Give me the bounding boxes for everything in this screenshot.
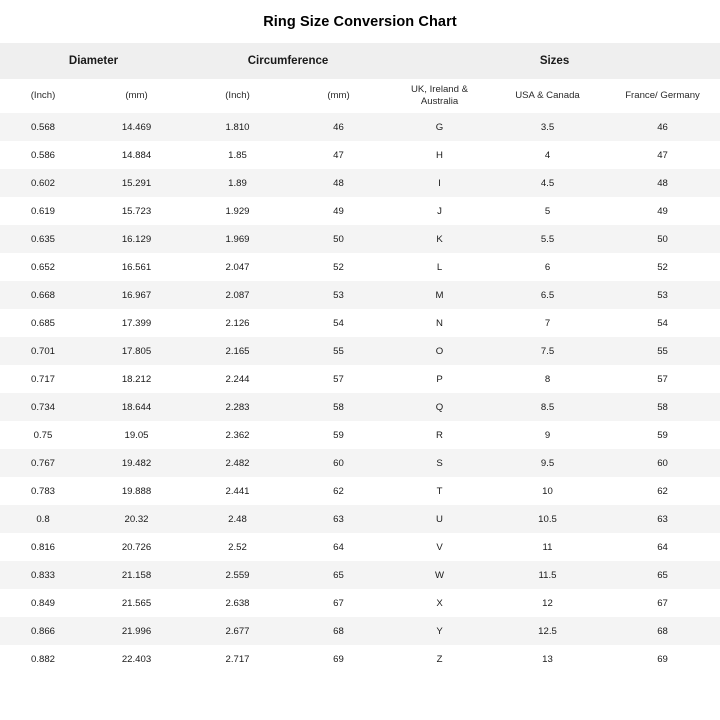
table-row — [0, 561, 720, 589]
table-cell: 0.701 — [0, 337, 86, 365]
table-cell: 14.469 — [86, 113, 187, 141]
table-cell: 19.888 — [86, 477, 187, 505]
table-cell: 2.087 — [187, 281, 288, 309]
column-header-diameter-mm: (mm) — [86, 79, 187, 113]
table-cell: H — [389, 141, 490, 169]
table-cell: G — [389, 113, 490, 141]
table-cell: 19.05 — [86, 421, 187, 449]
table-cell: 15.723 — [86, 197, 187, 225]
table-cell: 2.283 — [187, 393, 288, 421]
table-cell: 0.767 — [0, 449, 86, 477]
table-cell: 9 — [490, 421, 605, 449]
table-cell: J — [389, 197, 490, 225]
table-cell: 21.158 — [86, 561, 187, 589]
table-cell: 1.929 — [187, 197, 288, 225]
table-row — [0, 449, 720, 477]
table-cell: 0.652 — [0, 253, 86, 281]
table-cell: 69 — [288, 645, 389, 673]
page-title: Ring Size Conversion Chart — [263, 14, 457, 30]
table-cell: 0.668 — [0, 281, 86, 309]
table-cell: T — [389, 477, 490, 505]
table-cell: 19.482 — [86, 449, 187, 477]
table-cell: 18.644 — [86, 393, 187, 421]
table-cell: 2.717 — [187, 645, 288, 673]
table-cell: O — [389, 337, 490, 365]
table-cell: 46 — [605, 113, 720, 141]
table-row — [0, 337, 720, 365]
group-header-circumference: Circumference — [187, 43, 389, 79]
table-cell: 62 — [605, 477, 720, 505]
table-cell: 11.5 — [490, 561, 605, 589]
table-cell: 67 — [288, 589, 389, 617]
table-cell: 20.726 — [86, 533, 187, 561]
table-cell: 3.5 — [490, 113, 605, 141]
table-cell: 0.882 — [0, 645, 86, 673]
table-cell: 55 — [605, 337, 720, 365]
table-cell: 0.586 — [0, 141, 86, 169]
table-body — [0, 113, 720, 673]
table-cell: 47 — [288, 141, 389, 169]
table-cell: 2.559 — [187, 561, 288, 589]
table-cell: 10.5 — [490, 505, 605, 533]
table-cell: 2.126 — [187, 309, 288, 337]
table-cell: Y — [389, 617, 490, 645]
table-cell: Q — [389, 393, 490, 421]
table-cell: 12.5 — [490, 617, 605, 645]
table-cell: U — [389, 505, 490, 533]
table-cell: 57 — [605, 365, 720, 393]
table-cell: 6 — [490, 253, 605, 281]
table-cell: 0.619 — [0, 197, 86, 225]
table-cell: 2.677 — [187, 617, 288, 645]
table-cell: 67 — [605, 589, 720, 617]
column-header-uk-ireland-australia: UK, Ireland & Australia — [389, 79, 490, 113]
table-cell: 15.291 — [86, 169, 187, 197]
table-cell: 2.165 — [187, 337, 288, 365]
table-cell: 8 — [490, 365, 605, 393]
table-cell: 0.568 — [0, 113, 86, 141]
table-cell: 0.849 — [0, 589, 86, 617]
table-cell: V — [389, 533, 490, 561]
table-cell: 5.5 — [490, 225, 605, 253]
table-cell: 17.399 — [86, 309, 187, 337]
table-cell: 47 — [605, 141, 720, 169]
table-row — [0, 169, 720, 197]
table-cell: R — [389, 421, 490, 449]
table-cell: 10 — [490, 477, 605, 505]
table-cell: 2.244 — [187, 365, 288, 393]
table-cell: 58 — [288, 393, 389, 421]
table-row — [0, 281, 720, 309]
table-cell: 0.816 — [0, 533, 86, 561]
table-cell: 68 — [605, 617, 720, 645]
table-cell: 68 — [288, 617, 389, 645]
table-cell: 8.5 — [490, 393, 605, 421]
table-cell: 0.635 — [0, 225, 86, 253]
table-cell: 14.884 — [86, 141, 187, 169]
table-cell: 54 — [605, 309, 720, 337]
table-row — [0, 225, 720, 253]
table-cell: 60 — [605, 449, 720, 477]
column-header-circumference-mm: (mm) — [288, 79, 389, 113]
table-cell: Z — [389, 645, 490, 673]
table-row — [0, 533, 720, 561]
table-cell: W — [389, 561, 490, 589]
table-cell: 48 — [288, 169, 389, 197]
table-cell: M — [389, 281, 490, 309]
table-cell: 53 — [288, 281, 389, 309]
table-cell: 2.047 — [187, 253, 288, 281]
group-header-sizes: Sizes — [389, 43, 720, 79]
table-cell: 13 — [490, 645, 605, 673]
table-cell: 57 — [288, 365, 389, 393]
table-cell: 21.565 — [86, 589, 187, 617]
table-cell: 0.685 — [0, 309, 86, 337]
table-cell: I — [389, 169, 490, 197]
table-row — [0, 421, 720, 449]
table-cell: 5 — [490, 197, 605, 225]
table-cell: 59 — [288, 421, 389, 449]
table-row — [0, 365, 720, 393]
table-cell: 54 — [288, 309, 389, 337]
table-cell: 55 — [288, 337, 389, 365]
table-row — [0, 253, 720, 281]
table-cell: 49 — [605, 197, 720, 225]
table-cell: 52 — [605, 253, 720, 281]
table-cell: 7 — [490, 309, 605, 337]
table-cell: 11 — [490, 533, 605, 561]
table-cell: 16.561 — [86, 253, 187, 281]
table-cell: 0.75 — [0, 421, 86, 449]
table-cell: 1.85 — [187, 141, 288, 169]
table-cell: 21.996 — [86, 617, 187, 645]
table-cell: 0.8 — [0, 505, 86, 533]
table-cell: 0.866 — [0, 617, 86, 645]
table-cell: S — [389, 449, 490, 477]
table-cell: 16.129 — [86, 225, 187, 253]
table-cell: 50 — [605, 225, 720, 253]
table-row — [0, 197, 720, 225]
table-cell: 12 — [490, 589, 605, 617]
column-header-usa-canada: USA & Canada — [490, 79, 605, 113]
table-cell: 46 — [288, 113, 389, 141]
table-row — [0, 477, 720, 505]
table-cell: 64 — [605, 533, 720, 561]
table-cell: 22.403 — [86, 645, 187, 673]
table-cell: 9.5 — [490, 449, 605, 477]
table-cell: K — [389, 225, 490, 253]
table-cell: 62 — [288, 477, 389, 505]
table-cell: 52 — [288, 253, 389, 281]
table-cell: 63 — [605, 505, 720, 533]
table-cell: 48 — [605, 169, 720, 197]
table-cell: 2.441 — [187, 477, 288, 505]
column-header-france-germany: France/ Germany — [605, 79, 720, 113]
table-cell: 1.810 — [187, 113, 288, 141]
table-cell: 1.89 — [187, 169, 288, 197]
table-cell: 0.734 — [0, 393, 86, 421]
table-cell: 65 — [605, 561, 720, 589]
table-cell: 16.967 — [86, 281, 187, 309]
sub-header-row — [0, 79, 720, 113]
table-cell: 59 — [605, 421, 720, 449]
table-cell: 6.5 — [490, 281, 605, 309]
table-cell: 65 — [288, 561, 389, 589]
table-cell: 18.212 — [86, 365, 187, 393]
table-cell: 49 — [288, 197, 389, 225]
table-cell: 0.717 — [0, 365, 86, 393]
group-header-row — [0, 43, 720, 79]
column-header-diameter-inch: (Inch) — [0, 79, 86, 113]
table-cell: 4 — [490, 141, 605, 169]
table-cell: 17.805 — [86, 337, 187, 365]
table-cell: 63 — [288, 505, 389, 533]
table-cell: N — [389, 309, 490, 337]
table-cell: 0.783 — [0, 477, 86, 505]
table-row — [0, 589, 720, 617]
table-row — [0, 141, 720, 169]
table-cell: P — [389, 365, 490, 393]
column-header-circumference-inch: (Inch) — [187, 79, 288, 113]
table-cell: L — [389, 253, 490, 281]
ring-size-table — [0, 43, 720, 673]
table-cell: 0.602 — [0, 169, 86, 197]
table-cell: 60 — [288, 449, 389, 477]
table-cell: 58 — [605, 393, 720, 421]
table-cell: 69 — [605, 645, 720, 673]
table-cell: 7.5 — [490, 337, 605, 365]
table-row — [0, 393, 720, 421]
table-cell: X — [389, 589, 490, 617]
table-cell: 2.482 — [187, 449, 288, 477]
table-cell: 53 — [605, 281, 720, 309]
table-row — [0, 645, 720, 673]
table-cell: 2.638 — [187, 589, 288, 617]
table-cell: 4.5 — [490, 169, 605, 197]
table-cell: 0.833 — [0, 561, 86, 589]
table-cell: 1.969 — [187, 225, 288, 253]
table-cell: 64 — [288, 533, 389, 561]
table-row — [0, 309, 720, 337]
group-header-diameter: Diameter — [0, 43, 187, 79]
table-cell: 2.52 — [187, 533, 288, 561]
table-cell: 50 — [288, 225, 389, 253]
table-cell: 2.362 — [187, 421, 288, 449]
table-header — [0, 43, 720, 113]
table-row — [0, 505, 720, 533]
table-cell: 2.48 — [187, 505, 288, 533]
table-cell: 20.32 — [86, 505, 187, 533]
table-row — [0, 113, 720, 141]
table-row — [0, 617, 720, 645]
